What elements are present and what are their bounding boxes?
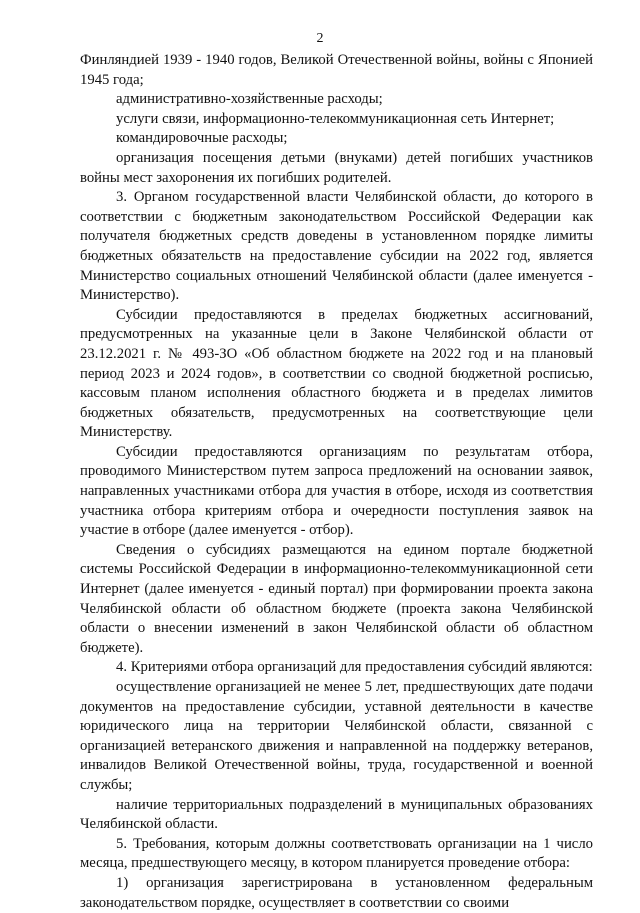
paragraph-selection: Субсидии предоставляются организациям по результатам отбора, проводимого Министерством путем запроса предложений на основании заявок, направленных участниками отбора для участия в отборе, исходя из соответствия участника отбора критериям отбора и очередности поступления заявок на участие в отборе (далее именуется - отбор). — [80, 443, 593, 539]
criterion-activity-years: осуществление организацией не менее 5 лет, предшествующих дате подачи документов на предоставление субсидии, уставной деятельности в качестве юридического лица на территории Челябинской области, связанной с организацией ветеранского движения и направленной на поддержку ветеранов, инвалидов Великой Отечественной войны, труда, государственной и военной службы; — [80, 679, 593, 793]
paragraph-continuation: Финляндией 1939 - 1940 годов, Великой Отечественной войны, войны с Японией 1945 года; — [80, 52, 593, 88]
list-item-travel-expenses: командировочные расходы; — [116, 130, 288, 147]
paragraph-section-4: 4. Критериями отбора организаций для предоставления субсидий являются: — [116, 659, 593, 676]
paragraph-section-5: 5. Требования, которым должны соответствовать организации на 1 число месяца, предшествующего месяцу, в котором планируется проведение отбора: — [80, 835, 593, 872]
list-item-burial-visits: организация посещения детьми (внуками) детей погибших участников войны мест захоронения их погибших родителей. — [80, 149, 593, 186]
paragraph-subsidy-limits: Субсидии предоставляются в пределах бюджетных ассигнований, предусмотренных на указанные цели в Законе Челябинской области от 23.12.2021 г. № 493-ЗО «Об областном бюджете на 2022 год и на плановый период 2023 и 2024 годов», в соответствии со сводной бюджетной росписью, кассовым планом исполнения областного бюджета и в пределах лимитов бюджетных обязательств, предусмотренных на соответствующие цели Министерству. — [80, 306, 593, 441]
page-number: 2 — [316, 31, 324, 46]
criterion-territorial-units: наличие территориальных подразделений в муниципальных образованиях Челябинской области. — [80, 796, 593, 833]
document-body — [80, 51, 593, 913]
list-item-communication-services: услуги связи, информационно-телекоммуникационная сеть Интернет; — [116, 110, 555, 127]
paragraph-section-3: 3. Органом государственной власти Челябинской области, до которого в соответствии с бюджетным законодательством Российской Федерации как получателя бюджетных средств доведены в установленном порядке лимиты бюджетных обязательств на предоставление субсидии на 2022 год, является Министерство социальных отношений Челябинской области (далее именуется - Министерство). — [80, 189, 593, 304]
paragraph-portal-info: Сведения о субсидиях размещаются на едином портале бюджетной системы Российской Федерации в информационно-телекоммуникационной сети Интернет (далее именуется - единый портал) при формировании проекта закона Челябинской области об областном бюджете (проекта закона Челябинской области о внесении изменений в закон Челябинской области об областном бюджете). — [80, 541, 593, 656]
list-item-admin-expenses: административно-хозяйственные расходы; — [116, 91, 383, 108]
requirement-1: 1) организация зарегистрирована в установленном федеральным законодательством порядке, осуществляет в соответствии со своими — [80, 874, 593, 911]
